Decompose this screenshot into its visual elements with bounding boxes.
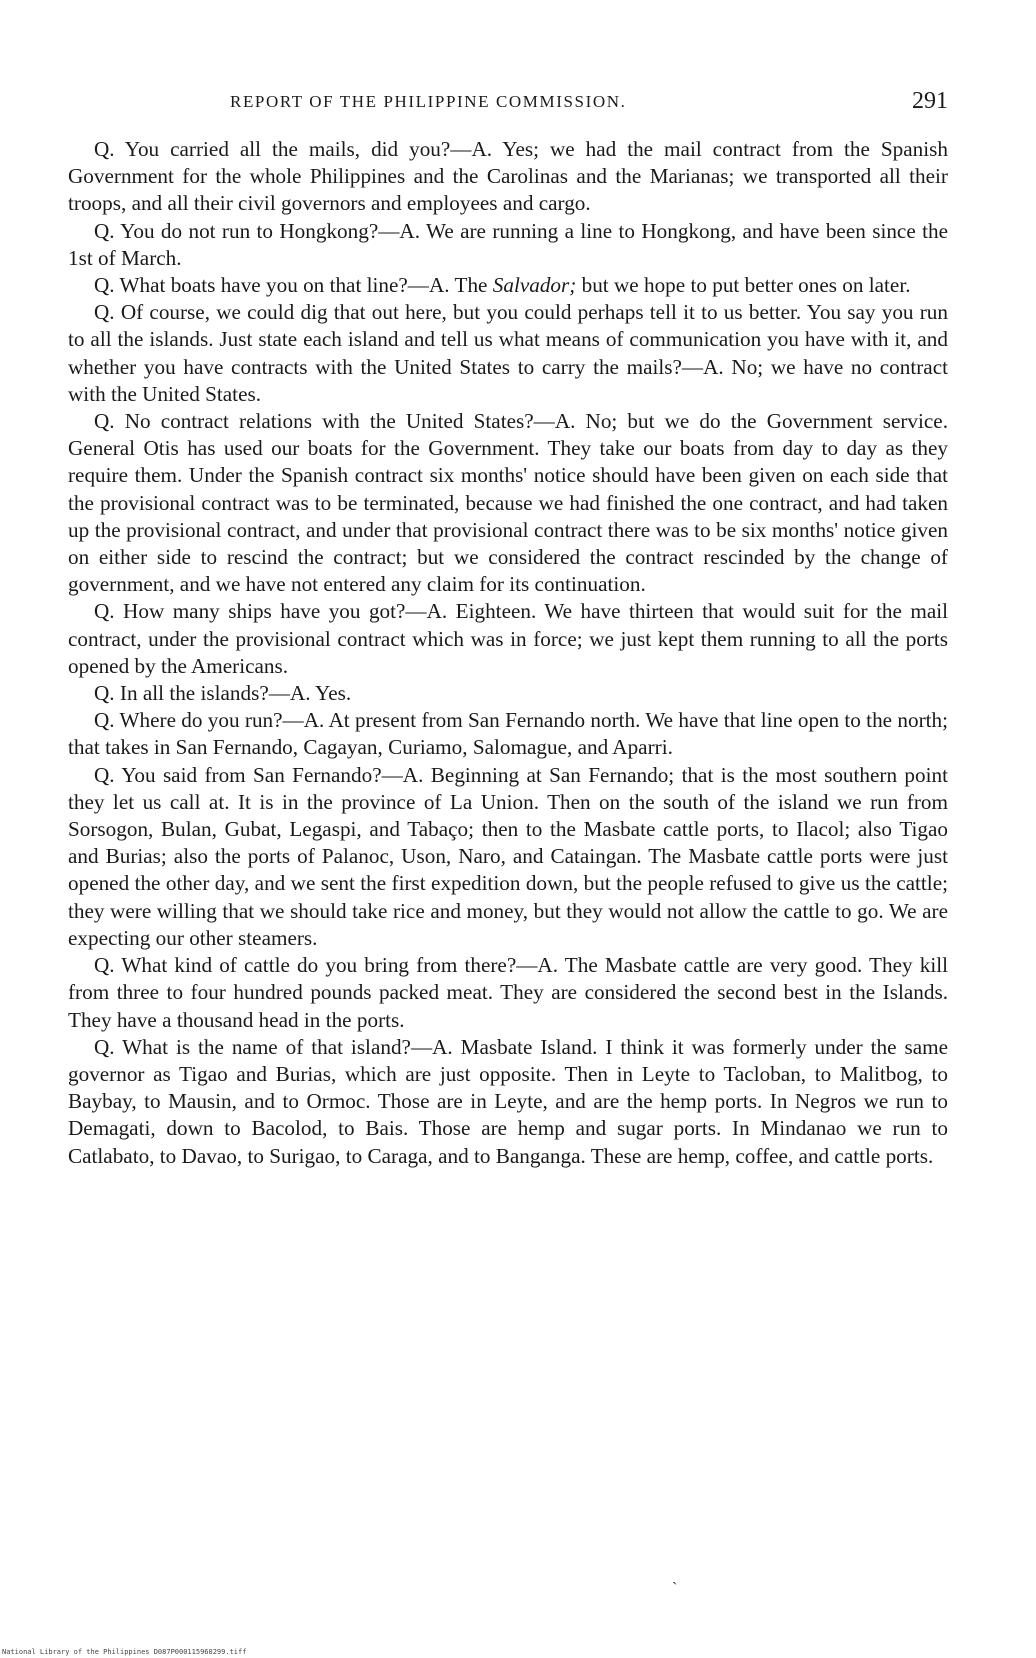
- paragraph-means-of-communication: Q. Of course, we could dig that out here, but you could perhaps tell it to us better. You say you run to all the islands. Just state each island and tell us what means of communication you have with it, and whether you have contracts with the United States to carry the mails?—A. No; we have no contract with the United States.: [68, 300, 948, 406]
- paragraph-boats-before: Q. What boats have you on that line?—A. The: [94, 273, 493, 298]
- paragraph-all-islands: Q. In all the islands?—A. Yes.: [94, 681, 352, 706]
- paragraph-masbate-island: Q. What is the name of that island?—A. Masbate Island. I think it was formerly under the same governor as Tigao and Burias, which are just opposite. Then in Leyte to Tacloban, to Malitbog, to Baybay, to Mausin, and to Ormoc. Those are in Leyte, and are the hemp ports. In Negros we run to Demagati, down to Bacolod, to Bais. Those are hemp and sugar ports. In Mindanao we run to Catlabato, to Davao, to Surigao, to Caraga, and to Banganga. These are hemp, coffee, and cattle ports.: [68, 1034, 948, 1168]
- paragraph-where-do-you-run: Q. Where do you run?—A. At present from San Fernando north. We have that line open to the north; that takes in San Fernando, Cagayan, Curiamo, Salomague, and Aparri.: [68, 708, 948, 760]
- boat-name-salvador: Salvador;: [492, 273, 577, 298]
- scan-footer-stamp: National Library of the Philippines D087P000115960299.tiff: [2, 1648, 247, 1656]
- page-number: 291: [912, 88, 948, 114]
- running-head: [68, 88, 948, 118]
- running-title: REPORT OF THE PHILIPPINE COMMISSION.: [230, 92, 627, 111]
- paragraph-hongkong-line: Q. You do not run to Hongkong?—A. We are running a line to Hongkong, and have been since the 1st of March.: [68, 218, 948, 270]
- stray-ink-mark: ˎ: [672, 1568, 678, 1585]
- paragraph-contract-relations: Q. No contract relations with the United States?—A. No; but we do the Government service. General Otis has used our boats for the Government. They take our boats from day to day as they require them. Under the Spanish contract six months' notice should have been given on each side that the provisional contract was to be terminated, because we had finished the one contract, and had taken up the provisional contract, and under that provisional contract there was to be six months' notice given on either side to rescind the contract; but we considered the contract rescinded by the change of government, and we have not entered any claim for its continuation.: [68, 409, 948, 597]
- paragraph-boats-after: but we hope to put better ones on later.: [576, 273, 911, 298]
- paragraph-boats-on-line: [68, 272, 948, 299]
- paragraph-mails-contract: Q. You carried all the mails, did you?—A. Yes; we had the mail contract from the Spanish Government for the whole Philippines and the Carolinas and the Marianas; we transported all their troops, and all their civil governors and employees and cargo.: [68, 137, 948, 216]
- paragraph-masbate-cattle: Q. What kind of cattle do you bring from there?—A. The Masbate cattle are very good. They kill from three to four hundred pounds packed meat. They are considered the second best in the Islands. They have a thousand head in the ports.: [68, 953, 948, 1032]
- paragraph-how-many-ships: Q. How many ships have you got?—A. Eighteen. We have thirteen that would suit for the mail contract, under the provisional contract which was in force; we just kept them running to all the ports opened by the Americans.: [68, 599, 948, 678]
- body-text: [68, 136, 948, 1170]
- paragraph-san-fernando-route: Q. You said from San Fernando?—A. Beginning at San Fernando; that is the most southern point they let us call at. It is in the province of La Union. Then on the south of the island we run from Sorsogon, Bulan, Gubat, Legaspi, and Tabaço; then to the Masbate cattle ports, to Ilacol; also Tigao and Burias; also the ports of Palanoc, Uson, Naro, and Cataingan. The Masbate cattle ports were just opened the other day, and we sent the first expedition down, but the people refused to give us the cattle; they were willing that we should take rice and money, but they would not allow the cattle to go. We are expecting our other steamers.: [68, 762, 948, 950]
